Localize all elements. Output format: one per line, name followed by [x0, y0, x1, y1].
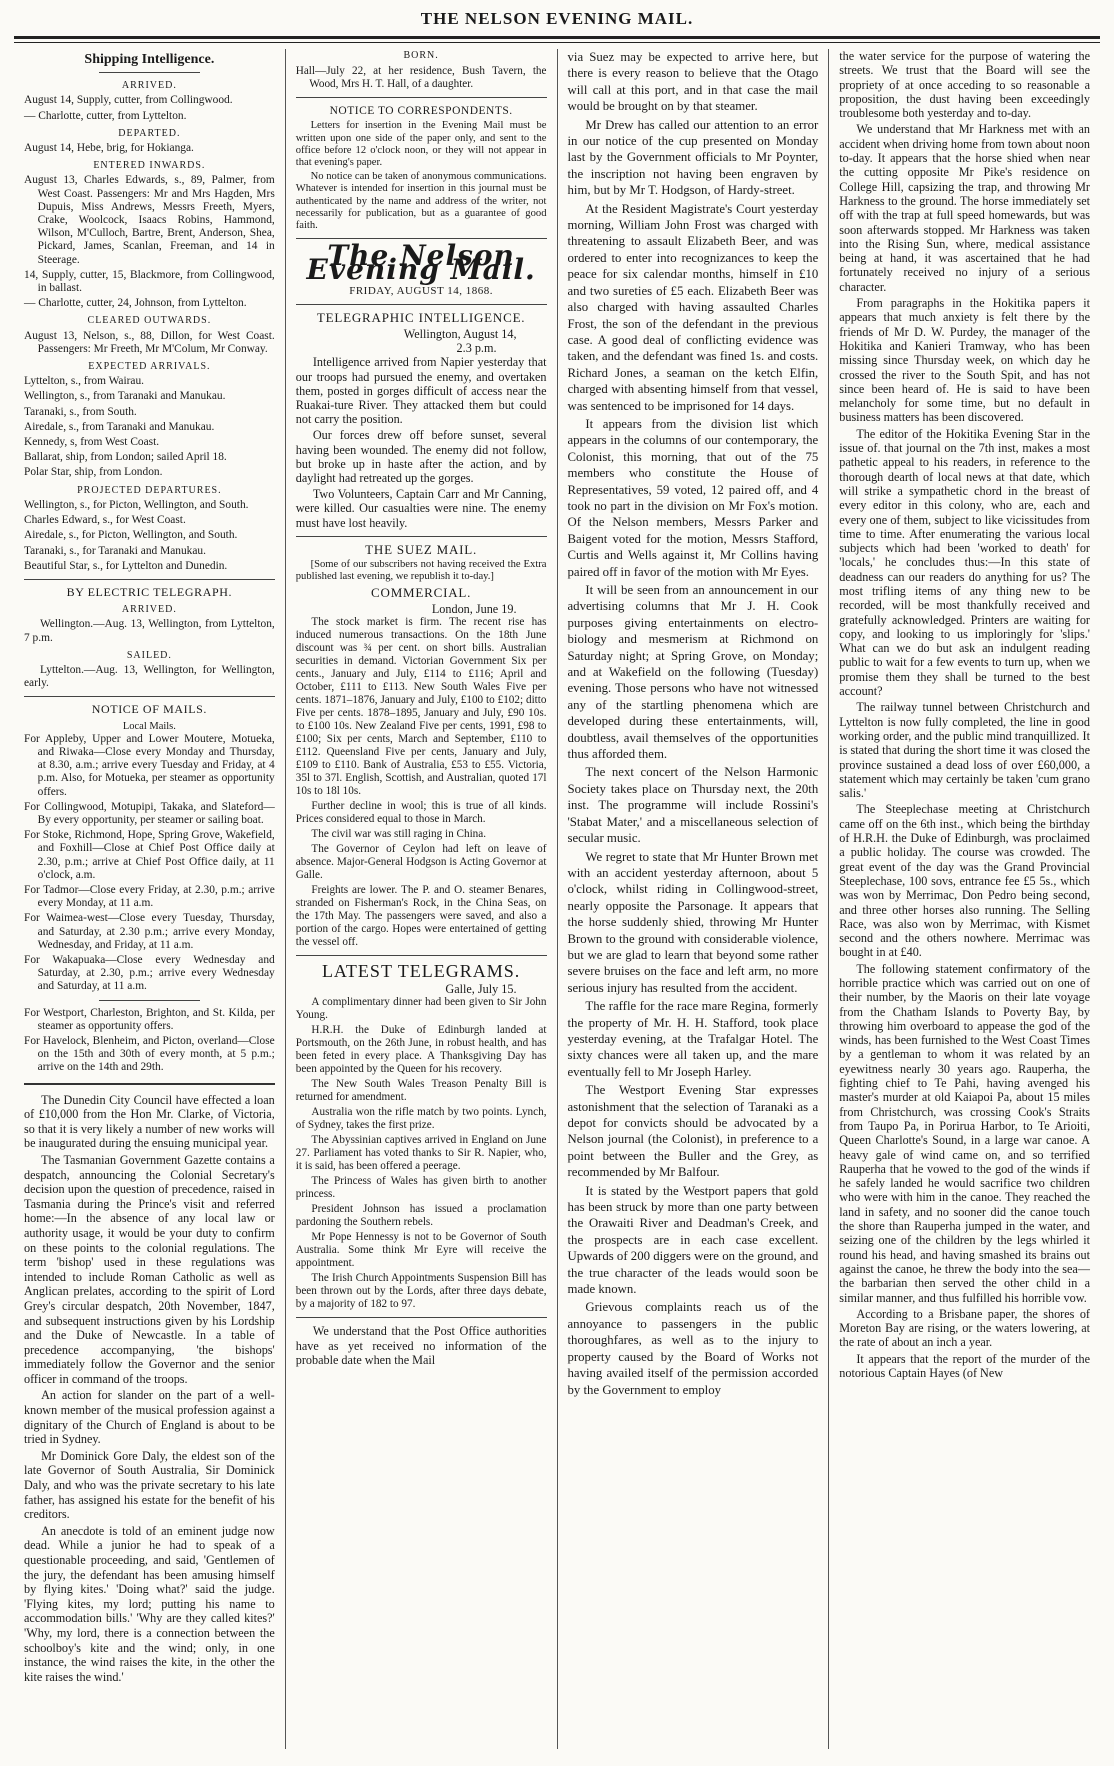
projected-entry: Taranaki, s., for Taranaki and Manukau.	[24, 544, 206, 557]
column-3	[557, 49, 829, 1749]
article-paragraph: Intelligence arrived from Napier yesterday that our troops had pursued the enemy, and overtaken them, posted in gorges difficult of access near the Ruakai-ture River. They attacked them but could not carry the position.	[295, 355, 547, 427]
article-paragraph: The raffle for the race mare Regina, formerly the property of Mr. H. H. Stafford, took place yesterday evening, at the Trafalgar Hotel. The sixty chances were all taken up, and the mare eventually fell to Mr Joseph Harley.	[567, 999, 819, 1079]
dateline: FRIDAY, AUGUST 14, 1868.	[349, 284, 494, 297]
commercial-label: COMMERCIAL.	[371, 584, 472, 600]
projected-entry: Charles Edward, s., for West Coast.	[24, 514, 186, 527]
correspondents-notice: Letters for insertion in the Evening Mail must be written upon one side of the paper only, and sent to the office before 12 o'clock noon, or they will not appear in that evening's paper.	[295, 120, 547, 169]
latest-date: Galle, July 15.	[445, 982, 517, 997]
article-paragraph: Two Volunteers, Captain Carr and Mr Canning, were killed. Our casualties were nine. The enemy must have lost heavily.	[295, 487, 547, 530]
divider	[296, 1317, 547, 1318]
departed-label: DEPARTED.	[118, 127, 181, 139]
entered-entry: August 13, Charles Edwards, s., 89, Palmer, from West Coast. Passengers: Mr and Mrs Hagden, Mrs Dupuis, Miss Andrews, Messrs Freeth, Myers, Crake, Woolcock, Isaacs Robins, Hammond, Wilson, M'Culloch, Bartre, Brent, Anderson, Shea, Pickard, James, Scanlan, Freeman, and 14 in Steerage.	[24, 174, 275, 266]
article-paragraph: The Tasmanian Government Gazette contains a despatch, announcing the Colonial Secretary's decision upon the question of precedence, raised in Tasmania during the Prince's visit and referred home:—In the absence of any local law or authority usage, it would be your duty to confirm on these points to the colonial regulations. The term 'bishop' used in these regulations was intended to include Roman Catholic as well as Anglican prelates, according to the spirit of Lord Grey's circular despatch, 20th November, 1847, and subsequent instructions given by his Lordship and the Duke of Newcastle. In a table of precedence accompanying, 'the bishops' immediately follow the Governor and the senior officer in command of the troops.	[24, 1152, 275, 1386]
suez-note: [Some of our subscribers not having received the Extra published last evening, we republish it to-day.]	[295, 559, 547, 583]
expected-label: EXPECTED ARRIVALS.	[88, 361, 211, 373]
article-paragraph: The railway tunnel between Christchurch and Lyttelton is now fully completed, the line in good working order, and the public mind tranquillized. It is stated that during the short time it was closed the province sustained a dead loss of over £60,000, a statement which may certainly be taken 'cum grano salis.'	[839, 700, 1090, 801]
local-mails-label: Local Mails.	[122, 720, 176, 732]
mail-entry: For Wakapuaka—Close every Wednesday and Saturday, at 2.30, p.m.; arrive every Wednesday and Saturday, at 11 a.m.	[24, 953, 275, 993]
article-paragraph: The Abyssinian captives arrived in England on June 27. Parliament has voted thanks to Sir R. Napier, who, it is said, has been offered a peerage.	[295, 1134, 547, 1173]
mail-entry: For Tadmor—Close every Friday, at 2.30, p.m.; arrive every Monday, at 11 a.m.	[24, 883, 275, 910]
correspondents-label: NOTICE TO CORRESPONDENTS.	[329, 105, 513, 118]
mail-entry: For Stoke, Richmond, Hope, Spring Grove, Wakefield, and Foxhill—Close at Chief Post Office daily at 2.30, p.m.; arrive at Chief Post Office daily, at 11 o'clock, a.m.	[24, 829, 275, 881]
article-paragraph: It appears from the division list which appears in the columns of our contemporary, the Colonist, this morning, that out of the 75 members who constitute the House of Representatives, 59 voted, 12 paired off, and 4 took no part in the division on Mr Fox's motion. Of the Nelson members, Messrs Parker and Baigent voted for the motion, Messrs Stafford, Curtis and Wells against it, Mr Collins having paired off in favor of the motion with Mr Eyes.	[567, 416, 819, 579]
expected-entry: Ballarat, ship, from London; sailed April 18.	[24, 451, 227, 464]
article-paragraph: We understand that Mr Harkness met with an accident when driving home from town about noon to-day. It appears that the horse shied when near the cutting opposite Mr Pike's residence on College Hill, capsizing the trap, and throwing Mr Harkness to the ground. The horse immediately set off with the trap at full speed homewards, but was soon afterwards stopped. Mr Harkness was taken into the Rising Sun, where, medical assistance being at hand, it was ascertained that he had fortunately received no injury of a serious character.	[839, 122, 1090, 294]
article-paragraph: We understand that the Post Office authorities have as yet received no information of the probable date when the Mail	[295, 1324, 547, 1367]
article-paragraph: Mr Dominick Gore Daly, the eldest son of the late Governor of South Australia, Sir Dominick Daly, and who was the private secretary to his late father, has assigned his estate for the benefit of his creditors.	[24, 1448, 275, 1522]
divider	[24, 1083, 275, 1085]
divider	[24, 579, 275, 580]
projected-entry: Wellington, s., for Picton, Wellington, and South.	[24, 498, 249, 511]
article-paragraph: Australia won the rifle match by two points. Lynch, of Sydney, takes the first prize.	[295, 1106, 547, 1132]
expected-entry: Polar Star, ship, from London.	[24, 466, 163, 479]
departed-entry: August 14, Hebe, brig, for Hokianga.	[24, 142, 194, 155]
tel-sailed-entry: Lyttelton.—Aug. 13, Wellington, for Wellington, early.	[24, 663, 275, 690]
mail-entry: For Havelock, Blenheim, and Picton, overland—Close on the 15th and 30th of every month, at 5 p.m.; arrive on the 14th and 29th.	[24, 1035, 275, 1074]
article-paragraph: President Johnson has issued a proclamation pardoning the Southern rebels.	[295, 1203, 547, 1229]
article-paragraph: A complimentary dinner had been given to Sir John Young.	[295, 996, 547, 1022]
article-paragraph: The Dunedin City Council have effected a loan of £10,000 from the Hon Mr. Clarke, of Victoria, so that it is very likely a number of new works will be inaugurated during the ensuing municipal year.	[24, 1092, 275, 1151]
nameplate: The Nelson Evening Mail.	[306, 239, 536, 287]
article-paragraph: The next concert of the Nelson Harmonic Society takes place on Thursday next, the 20th inst. The programme will include Rossini's 'Stabat Mater,' and a miscellaneous selection of secular music.	[567, 765, 819, 846]
born-label: BORN.	[403, 50, 439, 61]
article-paragraph: The editor of the Hokitika Evening Star in the issue of. that journal on the 7th inst, makes a most pathetic appeal to his readers, in reference to the thorough dearth of local news at that date, which will strike a sympathetic chord in the breast of every editor in this colony, who are, each and every one of them, subject to like vicissitudes from time to time. After enumerating the various local subjects which had been 'worked to death' for 'locals,' he concludes thus:—In this state of deadness can our readers do anything for us? The most trifling items of any thing new to be recorded, will be most thankfully received and gratefully acknowledged. Printers are waiting for copy, and looking to us imploringly for 'slips.' What can we do but ask an indulgent reading public to wait for a few events to turn up, when we promise them they shall be turned to the best account?	[839, 426, 1090, 699]
article-paragraph: Mr Drew has called our attention to an error in our notice of the cup presented on Monday last by the Government officials to Mr Poynter, the inscription not having been engraven by him, but by Mr T. Hodgson, of Hardy-street.	[567, 117, 819, 198]
telegraphic-time: 2.3 p.m.	[456, 341, 497, 356]
telegraphic-place: Wellington, August 14,	[403, 327, 517, 342]
article-paragraph: via Suez may be expected to arrive here, but there is every reason to believe that the Otago will call at this port, and in that case the mail would be brought on by that steamer.	[567, 50, 819, 114]
column-4	[828, 49, 1100, 1749]
mail-entry: For Westport, Charleston, Brighton, and St. Kilda, per steamer as opportunity offers.	[24, 1006, 275, 1032]
article-paragraph: The Westport Evening Star expresses astonishment that the selection of Taranaki as a depot for convicts should be advocated by a Nelson journal (the Colonist), in preference to a point between the Buller and the Grey, as recommended by Mr Balfour.	[567, 1083, 819, 1180]
article-paragraph: At the Resident Magistrate's Court yesterday morning, William John Frost was charged with threatening to assault Elizabeth Beer, and was ordered to enter into recognizances to keep the peace for six calendar months, himself in £10 and two sureties of £5 each. Elizabeth Beer was also charged with having assaulted Charles Frost, the son of the defendant in the previous case. A good deal of conflicting evidence was taken, and the defendant was fined 1s. and costs. Richard Jones, a seaman on the ketch Elfin, charged with absenting himself from that vessel, was sentenced to be imprisoned for 14 days.	[567, 201, 819, 413]
article-paragraph: From paragraphs in the Hokitika papers it appears that much anxiety is felt there by the friends of Mr D. W. Purdey, the manager of the Hokitika and Kanieri Tramway, who has been missing since Thursday week, on which day he crossed the river to the South Spit, and has not since been heard of. He is said to have been melancholy for some time, but no default in business matters has been discovered.	[839, 296, 1090, 425]
column-1	[14, 49, 285, 1749]
expected-entry: Lyttelton, s., from Wairau.	[24, 375, 145, 388]
entered-label: ENTERED INWARDS.	[93, 160, 206, 172]
tel-arrived-label: ARRIVED.	[121, 604, 177, 616]
article-paragraph: Grievous complaints reach us of the annoyance to passengers in the public thoroughfares, as well as to the injury to property caused by the Board of Works not having availed itself of the permission accorded by the Government to employ	[567, 1300, 819, 1397]
article-paragraph: The Governor of Ceylon had left on leave of absence. Major-General Hodgson is Acting Governor at Galle.	[295, 842, 547, 881]
article-paragraph: According to a Brisbane paper, the shores of Moreton Bay are rising, or the waters lowering, at the rate of about an inch a year.	[839, 1306, 1090, 1350]
article-paragraph: Our forces drew off before sunset, several having been wounded. The enemy did not follow, but broke up in haste after the action, and by daylight had retreated up the gorges.	[295, 428, 547, 486]
arrived-entry: — Charlotte, cutter, from Lyttelton.	[24, 109, 187, 122]
expected-entry: Airedale, s., from Taranaki and Manukau.	[24, 420, 215, 433]
article-paragraph: We regret to state that Mr Hunter Brown met with an accident yesterday afternoon, about 5 o'clock, whilst riding in Collingwood-street, nearly opposite the Parsonage. It appears that the horse suddenly shied, throwing Mr Hunter Brown to the ground with considerable violence, but we are glad to learn that beyond some rather severe bruises on the face and left arm, no more serious injury has resulted from the accident.	[567, 849, 819, 995]
article-paragraph: Freights are lower. The P. and O. steamer Benares, stranded on Fisherman's Rock, in the China Seas, on the 17th May. The passengers were saved, and also a portion of the cargo. Hopes were entertained of getting the vessel off.	[295, 883, 547, 948]
telegraph-label: BY ELECTRIC TELEGRAPH.	[66, 584, 233, 599]
article-paragraph: It appears that the report of the murder of the notorious Captain Hayes (of New	[839, 1351, 1090, 1381]
expected-entry: Kennedy, s, from West Coast.	[24, 436, 160, 449]
projected-entry: Airedale, s., for Picton, Wellington, and South.	[24, 529, 238, 542]
arrived-label: ARRIVED.	[121, 80, 177, 92]
article-paragraph: Further decline in wool; this is true of all kinds. Prices considered equal to those in March.	[295, 799, 547, 825]
article-paragraph: The Irish Church Appointments Suspension Bill has been thrown out by the Lords, after three days debate, by a majority of 182 to 97.	[295, 1272, 547, 1311]
cleared-label: CLEARED OUTWARDS.	[87, 315, 212, 327]
article-paragraph: the water service for the purpose of watering the streets. We trust that the Board will see the propriety of at once acceding to so reasonable a proposition, the dust having been exceedingly troublesome both yesterday and to-day.	[839, 49, 1090, 121]
telegraphic-label: TELEGRAPHIC INTELLIGENCE.	[316, 309, 526, 325]
latest-telegrams-label: LATEST TELEGRAMS.	[321, 960, 521, 981]
article-paragraph: H.R.H. the Duke of Edinburgh landed at Portsmouth, on the 26th June, in robust health, and has been feted in every place. A Thanksgiving Day has been appointed by the Queen for his recovery.	[295, 1024, 547, 1076]
article-paragraph: The New South Wales Treason Penalty Bill is returned for amendment.	[295, 1078, 547, 1104]
mail-entry: For Appleby, Upper and Lower Moutere, Motueka, and Riwaka—Close every Monday and Thursday, at 8.30, a.m.; arrive every Tuesday and Friday, at 4 p.m. Also, for Motueka, per steamer as opportunity offers.	[24, 732, 275, 798]
expected-entry: Taranaki, s., from South.	[24, 405, 137, 418]
shipping-title: Shipping Intelligence.	[84, 52, 215, 67]
tel-sailed-label: SAILED.	[126, 649, 172, 661]
divider	[24, 696, 275, 697]
masthead: THE NELSON EVENING MAIL.	[420, 9, 694, 28]
commercial-date: London, June 19.	[431, 601, 517, 616]
divider	[296, 304, 547, 305]
divider	[99, 1000, 199, 1001]
mail-entry: For Collingwood, Motupipi, Takaka, and Slateford—By every opportunity, per steamer or sailing boat.	[24, 800, 275, 826]
article-paragraph: It is stated by the Westport papers that gold has been struck by more than one party between the Orawaiti River and Deadman's Creek, and the prospects are in each case excellent. Upwards of 200 diggers were on the ground, and the true character of the leads would soon be made known.	[567, 1183, 819, 1297]
arrived-entry: August 14, Supply, cutter, from Collingwood.	[24, 94, 233, 107]
suez-label: THE SUEZ MAIL.	[365, 541, 478, 557]
divider	[296, 536, 547, 537]
article-paragraph: The Steeplechase meeting at Christchurch came off on the 6th inst., which being the birthday of H.R.H. the Duke of Edinburgh, was proclaimed a public holiday. The course was crowded. The great event of the day was the Grand Provincial Steeplechase, 100 sovs, entrance fee £5 5s., which was won by Merrimac, Don Pedro being second, and three other horses also running. The Selling Race, was also won by Merrimac, with Kismet second and the others nowhere. Merrimac was bought in at £40.	[839, 802, 1090, 960]
projected-label: PROJECTED DEPARTURES.	[77, 484, 222, 496]
cleared-entry: August 13, Nelson, s., 88, Dillon, for West Coast. Passengers: Mr Freeth, Mr M'Colum, Mr Conway.	[24, 329, 275, 355]
divider	[99, 72, 199, 73]
article-paragraph: An anecdote is told of an eminent judge now dead. While a junior he had to speak of a questionable proceeding, and said, 'Gentlemen of the jury, the defendant has been amusing himself by flying kites.' 'Doing what?' said the judge. 'Flying kites, my lord; putting his name to accommodation bills.' 'Why are they called kites?' 'Why, my lord, there is a connection between the schoolboy's kite and the wind; only, in one instance, the wind raises the kite, in the other the kite raises the wind.'	[24, 1523, 275, 1684]
article-paragraph: The following statement confirmatory of the horrible practice which was carried out on one of their number, by the Maoris on their late voyage from the Chatham Islands to Poverty Bay, by throwing him overboard to appease the god of the winds, has been furnished to the West Coast Times by a gentleman to whom it was related by an eyewitness nearly 30 years ago. Rauperha, the fighting chief to Te Pahi, having avenged his master's murder at old Kaiapoi Pa, about 15 miles from Christchurch, was crossing Cook's Straits from Taupo Pa, in Porirua Harbor, to Te Arioiti, Queen Charlotte's Sound, in a large war canoe. A heavy gale of wind came on, and so terrified Rauperha that he vowed to the god of the winds if he safely landed he would sacrifice two children who were with him in the canoe. They reached the land in safety, and no sooner did the canoe touch the shore than Rauperha jumped in the water, and seizing one of the children by the legs whirled it round his head, and having smashed its brains out against the canoe, he threw the body into the sea—the barbarian then served the other child in a similar manner, and thus fulfilled his horrible vow.	[839, 961, 1090, 1305]
divider	[296, 97, 547, 98]
article-paragraph: Mr Pope Hennessy is not to be Governor of South Australia. Some think Mr Eyre will receive the appointment.	[295, 1231, 547, 1270]
columns	[14, 49, 1100, 1749]
entered-entry: — Charlotte, cutter, 24, Johnson, from Lyttelton.	[24, 297, 247, 310]
mails-label: NOTICE OF MAILS.	[91, 702, 208, 717]
projected-entry: Beautiful Star, s., for Lyttelton and Dunedin.	[24, 559, 228, 572]
correspondents-notice: No notice can be taken of anonymous communications. Whatever is intended for insertion in this journal must be authenticated by the name and address of the writer, not necessarily for publication, but as a guarantee of good faith.	[295, 171, 547, 232]
article-paragraph: The Princess of Wales has given birth to another princess.	[295, 1175, 547, 1201]
divider	[296, 955, 547, 956]
column-2	[285, 49, 557, 1749]
born-entry: Hall—July 22, at her residence, Bush Tavern, the Wood, Mrs H. T. Hall, of a daughter.	[295, 65, 547, 91]
article-paragraph: The stock market is firm. The recent rise has induced numerous transactions. On the 18th June discount was ¾ per cent. on short bills. Australian securities in demand. Victorian Government Six per cents., January and July, £114 to £116; April and October, £111 to £113. New South Wales Five per cents. 1871–1876, January and July, £100 to £102; ditto Five per cents. 1878–1895, January and July, £90 10s. to £100 10s. New Zealand Five per cents, 1991, £98 to £100; Six per cents, March and September, £110 to £112. Queensland Five per cents, January and July, £109 to £110. Bank of Australia, £53 to £55. Victoria, 35l to 37l. English, Scottish, and Australian, quoted 17l 10s to 18l 10s.	[295, 615, 547, 797]
article-paragraph: The civil war was still raging in China.	[311, 827, 487, 840]
tel-arrived-entry: Wellington.—Aug. 13, Wellington, from Lyttelton, 7 p.m.	[24, 618, 275, 644]
entered-entry: 14, Supply, cutter, 15, Blackmore, from Collingwood, in ballast.	[24, 268, 275, 295]
masthead-rule	[14, 36, 1100, 43]
mail-entry: For Waimea-west—Close every Tuesday, Thursday, and Saturday, at 2.30 p.m.; arrive every Monday, Wednesday, and Friday, at 11 a.m.	[24, 912, 275, 951]
article-paragraph: An action for slander on the part of a well-known member of the musical profession against a dignitary of the Church of England is about to be tried in Sydney.	[24, 1388, 275, 1447]
article-paragraph: It will be seen from an announcement in our advertising columns that Mr J. H. Cook purposes giving entertainments on electro-biology and mesmerism at Richmond on Saturday night; at Spring Grove, on Monday; and at Wakefield on the following (Tuesday) evening. Those persons who have not witnessed any of the startling phenomena which are developed during these entertainments, will, doubtless, avail themselves of the opportunities thus afforded them.	[567, 583, 819, 762]
expected-entry: Wellington, s., from Taranaki and Manukau.	[24, 390, 226, 403]
